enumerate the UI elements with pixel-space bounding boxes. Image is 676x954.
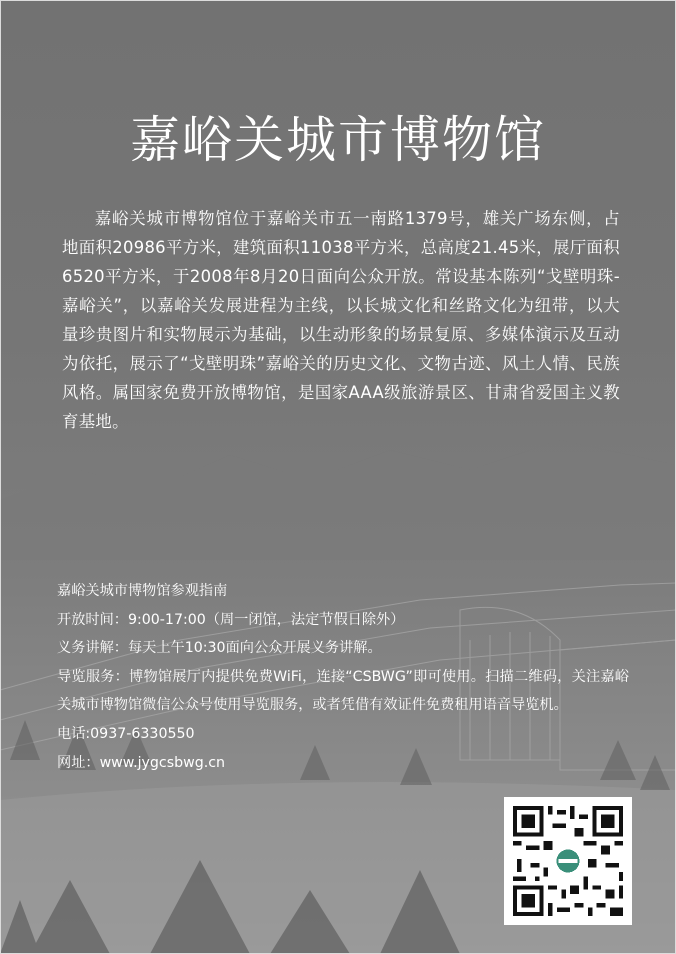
page-title: 嘉峪关城市博物馆 xyxy=(130,111,546,169)
intro-paragraph: 嘉峪关城市博物馆位于嘉峪关市五一南路1379号，雄关广场东侧，占地面积20986平方米，建筑面积11038平方米，总高度21.45米，展厅面积6520平方米，于2008年8月20日面向公众开放。常设基本陈列“戈壁明珠-嘉峪关”，以嘉峪关发展进程为主线，以长城文化和丝路文化为纽带，以大量珍贵图片和实物展示为基础，以生动形象的场景复原、多媒体演示及互动为依托，展示了“戈壁明珠”嘉峪关的历史文化、文物古迹、风土人情、民族风格。属国家免费开放博物馆，是国家AAA级旅游景区、甘肃省爱国主义教育基地。 xyxy=(62,209,620,431)
website-link[interactable]: 网址：www.jygcsbwg.cn xyxy=(57,754,226,771)
free-tour-info: 义务讲解：每天上午10:30面向公众开展义务讲解。 xyxy=(57,640,382,657)
qr-code-icon[interactable] xyxy=(504,797,632,925)
phone-number: 电话:0937-6330550 xyxy=(57,725,195,742)
guide-service-info: 导览服务：博物馆展厅内提供免费WiFi，连接“CSBWG”即可使用。扫描二维码，关注嘉峪关城市博物馆微信公众号使用导览服务，或者凭借有效证件免费租用语音导览机。 xyxy=(57,668,629,714)
visit-guide xyxy=(57,577,629,777)
guide-heading: 嘉峪关城市博物馆参观指南 xyxy=(57,583,228,599)
opening-hours: 开放时间：9:00-17:00（周一闭馆，法定节假日除外） xyxy=(57,611,405,628)
